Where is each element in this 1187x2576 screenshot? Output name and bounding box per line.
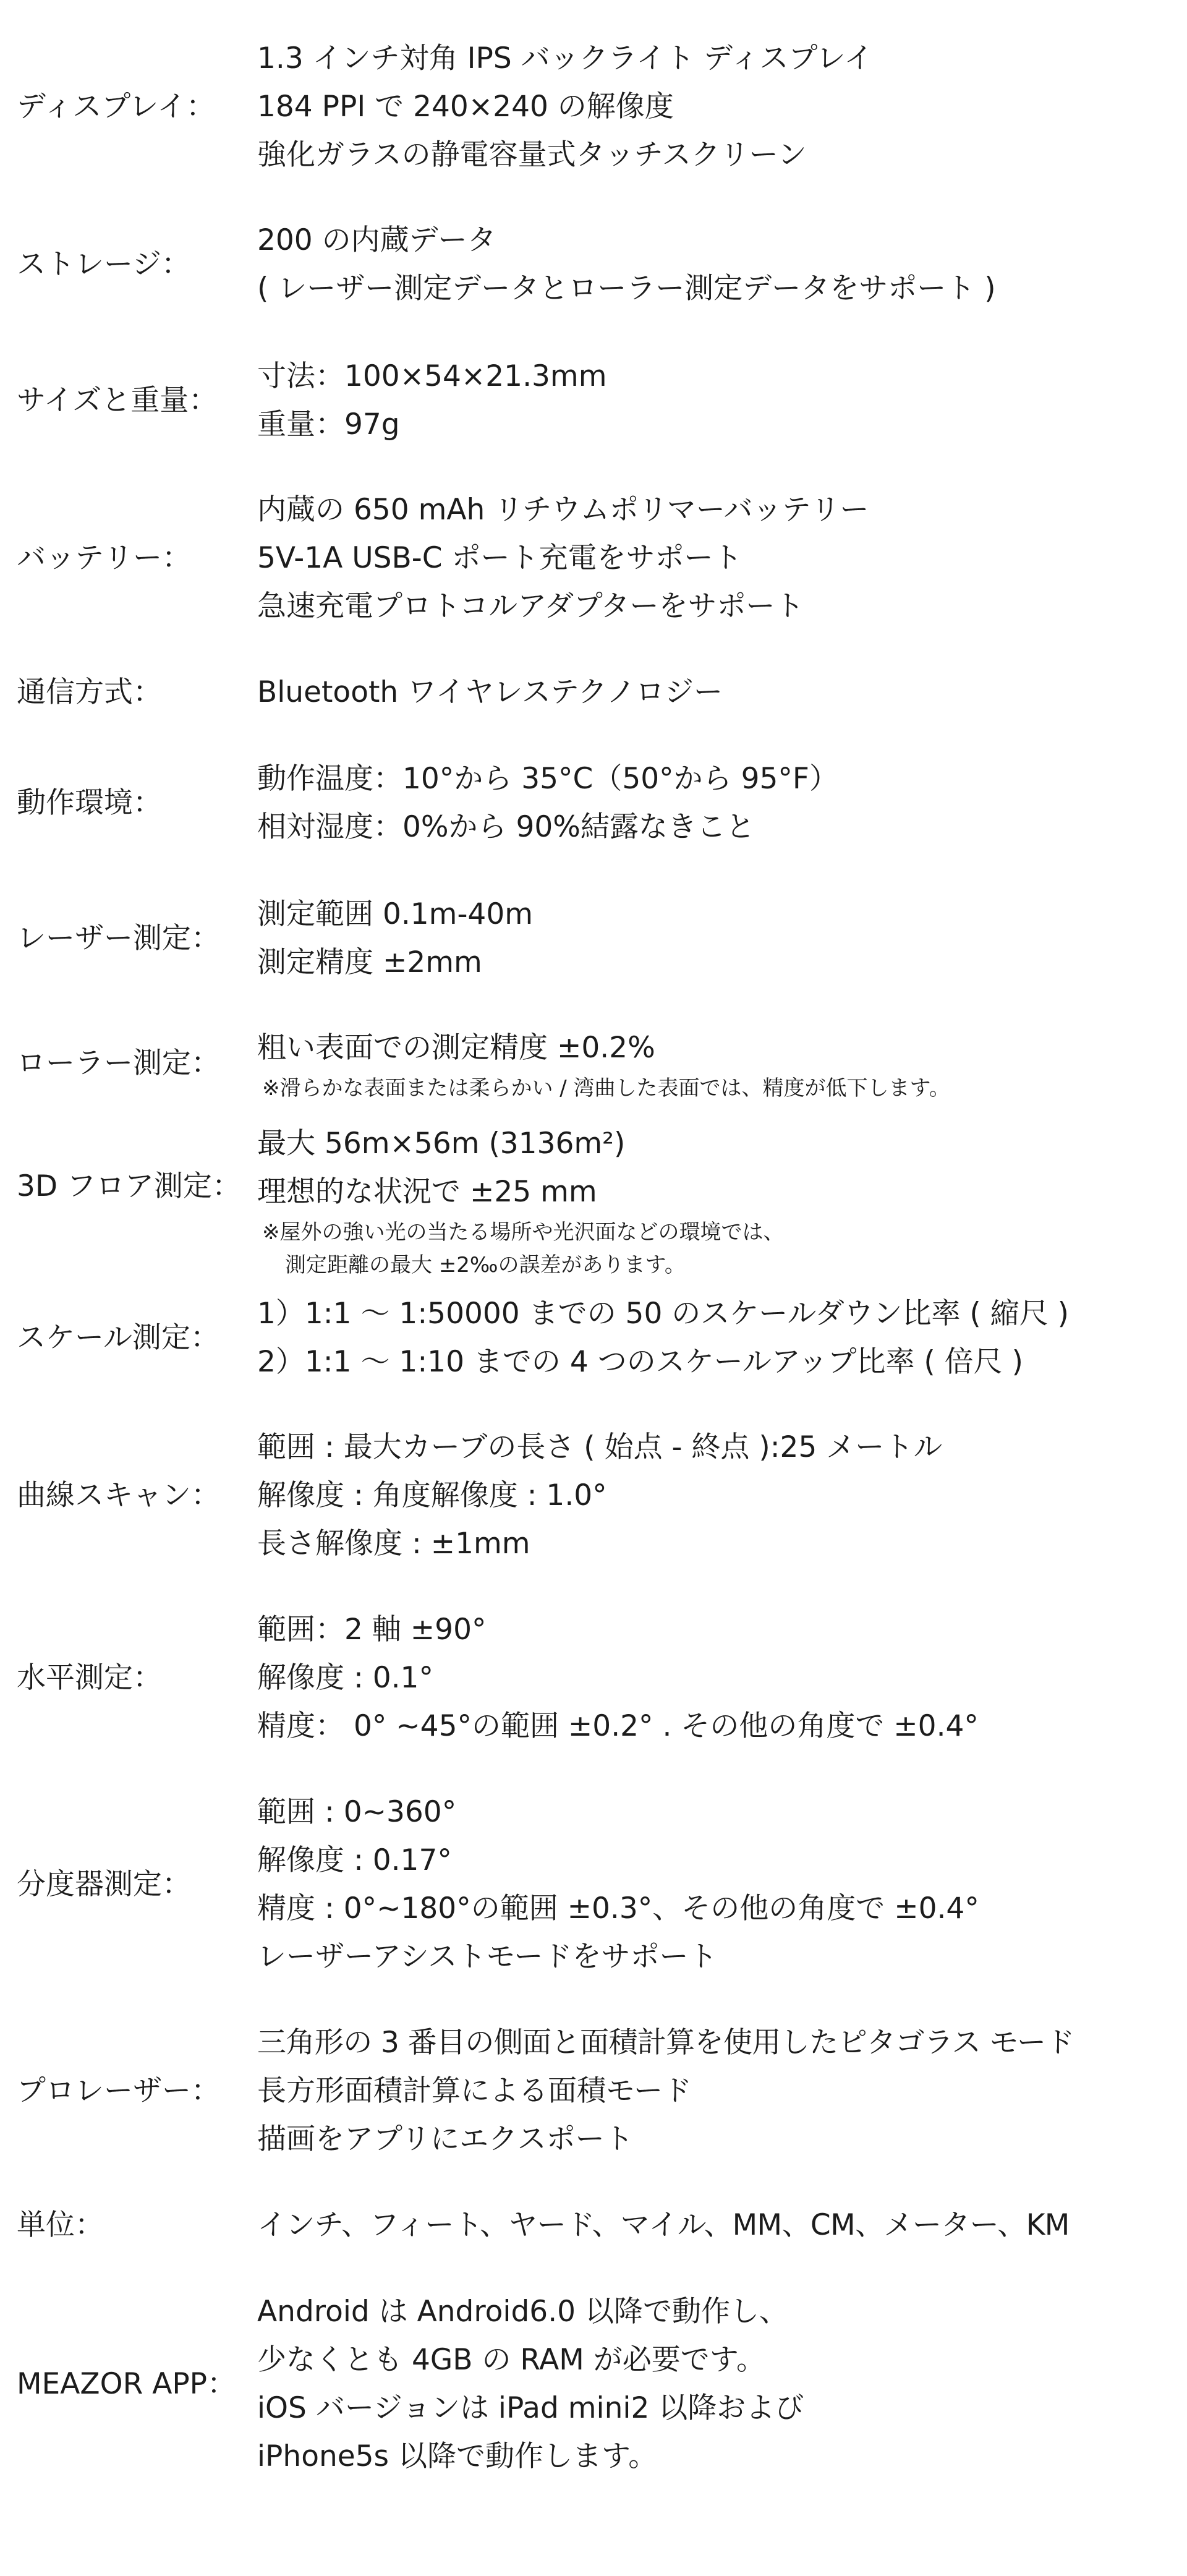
spec-line: 解像度 : 0.1°: [257, 1661, 433, 1695]
spec-line: ( レーザー測定データとローラー測定データをサポート ): [257, 271, 996, 305]
spec-line: 範囲 : 0~360°: [257, 1795, 457, 1829]
spec-line: 184 PPI で 240×240 の解像度: [257, 90, 674, 124]
spec-line: レーザーアシストモードをサポート: [257, 1940, 718, 1974]
spec-line: Android は Android6.0 以降で動作し、: [257, 2295, 788, 2329]
spec-label: MEAZOR APP：: [17, 2367, 237, 2401]
spec-note: 測定距離の最大 ±2‰の誤差があります。: [285, 1253, 686, 1277]
spec-value: [257, 2288, 804, 2481]
spec-line: 解像度 : 角度解像度 : 1.0°: [257, 1478, 607, 1512]
spec-line: 範囲 : 最大カーブの長さ ( 始点 - 終点 ):25 メートル: [257, 1430, 943, 1464]
spec-line: 動作温度：10°から 35°C（50°から 95°F）: [257, 762, 838, 796]
spec-label: バッテリー：: [17, 541, 191, 575]
spec-line: 1.3 インチ対角 IPS バックライト ディスプレイ: [257, 41, 874, 75]
spec-value: [257, 216, 996, 313]
spec-value: [257, 1024, 950, 1105]
spec-line: 理想的な状況で ±25 mm: [257, 1175, 597, 1209]
spec-line: 粗い表面での測定精度 ±0.2%: [257, 1031, 655, 1065]
spec-line: iPhone5s 以降で動作します。: [257, 2439, 658, 2473]
spec-note: ※屋外の強い光の当たる場所や光沢面などの環境では、: [262, 1220, 785, 1245]
spec-line: 寸法：100×54×21.3mm: [257, 359, 607, 393]
spec-value: [257, 352, 607, 449]
spec-value: [257, 755, 838, 851]
spec-value: [257, 1788, 979, 1981]
spec-value: [257, 1120, 785, 1282]
spec-label: 通信方式：: [17, 675, 162, 709]
spec-line: 精度： 0° ~45°の範囲 ±0.2° . その他の角度で ±0.4°: [257, 1709, 979, 1743]
spec-line: 三角形の 3 番目の側面と面積計算を使用したピタゴラス モード: [257, 2026, 1074, 2060]
spec-label: スケール測定：: [17, 1321, 220, 1355]
spec-line: 急速充電プロトコルアダプターをサポート: [257, 589, 804, 623]
spec-line: 重量：97g: [257, 407, 400, 441]
spec-line: 相対湿度：0%から 90%結露なきこと: [257, 810, 755, 844]
spec-line: 内蔵の 650 mAh リチウムポリマーバッテリー: [257, 493, 869, 527]
spec-line: 少なくとも 4GB の RAM が必要です。: [257, 2343, 766, 2377]
spec-value: [257, 1423, 942, 1568]
spec-label: 水平測定：: [17, 1661, 162, 1695]
spec-line: 強化ガラスの静電容量式タッチスクリーン: [257, 138, 807, 172]
spec-line: 2）1:1 ～ 1:10 までの 4 つのスケールアップ比率 ( 倍尺 ): [257, 1345, 1023, 1379]
spec-value: [257, 668, 723, 717]
spec-label: ディスプレイ：: [17, 90, 216, 124]
spec-value: [257, 2201, 1070, 2250]
spec-line: 5V-1A USB-C ポート充電をサポート: [257, 541, 742, 575]
spec-label: ローラー測定：: [17, 1046, 220, 1080]
spec-line: 測定範囲 0.1m-40m: [257, 897, 534, 931]
spec-line: 測定精度 ±2mm: [257, 945, 482, 979]
spec-line: 長方形面積計算による面積モード: [257, 2074, 692, 2108]
spec-value: [257, 1606, 979, 1751]
spec-label: 分度器測定：: [17, 1867, 191, 1901]
spec-line: 長さ解像度 : ±1mm: [257, 1527, 530, 1561]
spec-value: [257, 1290, 1069, 1386]
spec-label: プロレーザー：: [17, 2074, 220, 2108]
spec-label: 動作環境：: [17, 786, 162, 820]
spec-label: サイズと重量：: [17, 383, 218, 417]
spec-line: 200 の内蔵データ: [257, 223, 496, 257]
spec-value: [257, 35, 873, 179]
spec-label: 曲線スキャン：: [17, 1478, 220, 1512]
spec-label: 単位：: [17, 2208, 104, 2242]
spec-label: レーザー測定：: [17, 921, 220, 955]
spec-label: ストレージ：: [17, 247, 191, 281]
spec-line: iOS バージョンは iPad mini2 以降および: [257, 2391, 804, 2425]
spec-line: 精度 : 0°~180°の範囲 ±0.3°、その他の角度で ±0.4°: [257, 1891, 979, 1926]
spec-line: Bluetooth ワイヤレステクノロジー: [257, 675, 723, 709]
spec-line: 範囲：2 軸 ±90°: [257, 1613, 487, 1647]
spec-line: インチ、フィート、ヤード、マイル、MM、CM、メーター、KM: [257, 2208, 1070, 2242]
spec-line: 解像度 : 0.17°: [257, 1843, 452, 1877]
spec-line: 1）1:1 ～ 1:50000 までの 50 のスケールダウン比率 ( 縮尺 ): [257, 1297, 1069, 1331]
spec-label: 3D フロア測定：: [17, 1169, 242, 1203]
spec-value: [257, 890, 533, 987]
spec-line: 最大 56m×56m (3136m²): [257, 1127, 626, 1161]
spec-value: [257, 2019, 1074, 2164]
spec-note: ※滑らかな表面または柔らかい / 湾曲した表面では、精度が低下します。: [262, 1076, 950, 1101]
spec-value: [257, 486, 869, 631]
spec-line: 描画をアプリにエクスポート: [257, 2122, 634, 2156]
